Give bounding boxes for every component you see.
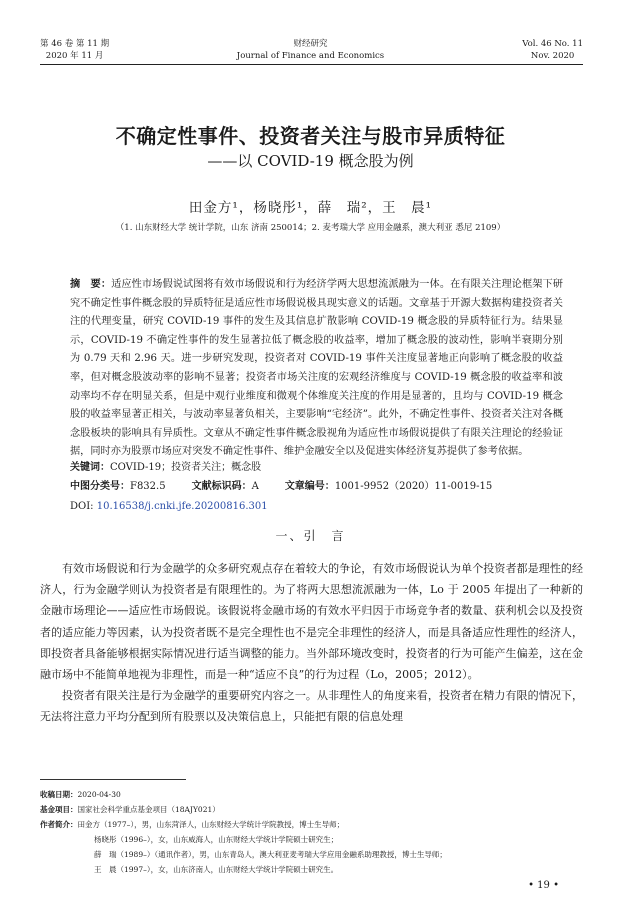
volume-issue-line: 第 46 卷 第 11 期 (40, 39, 110, 49)
received-date (40, 787, 583, 802)
abstract-text: 适应性市场假说试图将有效市场假说和行为经济学两大思想流派融为一体。在有限关注理论框架下研究不确定性事件概念股的异质特征是适应性市场假说极具现实意义的话题。文章基于开源大数据构建投资者关注的代理变量，研究 COVID-19 事件的发生及其信息扩散影响 COVID-19 概念股的异质特征行为。结果显示，COVID-19 不确定性事件的发生显著拉低了概念股的收益率，增加了概念股的波动性，影响半衰期分别为 0.79 天和 2.96 天。进一步研究发现，投资者对 COVID-19 事件关注度显著地正向影响了概念股的收益率，但对概念股波动率的影响不显著；投资者市场关注度的宏观经济维度与 COVID-19 概念股的收益率和波动率均不存在明显关系，但是中观行业维度和微观个体维度关注度的作用是显著的，且均与 COVID-19 概念股的收益率显著正相关，与波动率显著负相关，主要影响“宅经济”。此外，不确定性事件、投资者关注对各概念股板块的影响具有异质性。文章从不确定性事件概念股视角为适应性市场假说提供了有限关注理论的经验证据，同时亦为股票市场应对突发不确定性事件、维护金融安全以及促进实体经济复苏提供了参考依据。 (70, 279, 563, 458)
doc-code-label: 文献标识码： (191, 481, 252, 492)
doi-link[interactable]: 10.16538/j.cnki.jfe.20200816.301 (96, 501, 268, 512)
keywords (70, 459, 563, 477)
author-bio-line: 薛 瑞（1989–）（通讯作者），男，山东青岛人，澳大利亚麦考瑞大学应用金融系助理教授，博士生导师； (94, 850, 447, 859)
author-bio (40, 817, 583, 832)
author-list: 田金方¹，杨晓彤¹，薛 瑞²，王 晨¹ (188, 200, 433, 216)
journal-volume-en (522, 38, 583, 62)
received-value: 2020-04-30 (77, 790, 121, 799)
keywords-text: COVID-19；投资者关注；概念股 (110, 462, 262, 473)
classification-line (70, 478, 492, 496)
article-number-value: 1001-9952（2020）11-0019-15 (334, 481, 493, 492)
paper-subtitle: ——以 COVID-19 概念股为例 (207, 152, 414, 170)
doi-label: DOI: (70, 501, 97, 512)
fund-info (40, 802, 583, 817)
abstract (70, 276, 563, 462)
author-bio-line: 田金方（1977–），男，山东菏泽人，山东财经大学统计学院教授，博士生导师； (77, 820, 345, 829)
author-bio-line: 王 晨（1997–），女，山东济南人，山东财经大学统计学院硕士研究生。 (94, 865, 339, 874)
received-label: 收稿日期： (40, 790, 78, 799)
clc-label: 中图分类号： (70, 481, 130, 492)
date-en-line: Nov. 2020 (530, 51, 575, 61)
footnote (40, 787, 583, 877)
author-bio-label: 作者简介： (40, 820, 78, 829)
fund-value: 国家社会科学重点基金项目（18AJY021） (77, 805, 220, 814)
doc-code-value: A (251, 481, 259, 492)
journal-name-cn: 财经研究 (293, 39, 328, 49)
author-bio-line: 杨晓彤（1996–），女，山东威海人，山东财经大学统计学院硕士研究生； (94, 835, 339, 844)
footnote-rule (40, 779, 186, 780)
abstract-label: 摘 要： (70, 279, 112, 290)
year-month-line: 2020 年 11 月 (45, 51, 104, 61)
paper-title: 不确定性事件、投资者关注与股市异质特征 (115, 124, 506, 148)
section-heading: 一、引 言 (275, 529, 346, 543)
journal-name-en: Journal of Finance and Economics (236, 51, 385, 61)
fund-label: 基金项目： (40, 805, 78, 814)
affiliations: （1. 山东财经大学 统计学院，山东 济南 250014；2. 麦考瑞大学 应用金融系，澳大利亚 悉尼 2109） (115, 223, 506, 233)
clc-value: F832.5 (130, 481, 166, 492)
body-paragraph: 投资者有限关注是行为金融学的重要研究内容之一。从非理性人的角度来看，投资者在精力有限的情况下，无法将注意力平均分配到所有股票以及决策信息上，只能把有限的信息处理 (40, 689, 583, 724)
volume-en-line: Vol. 46 No. 11 (522, 39, 583, 49)
body-paragraph: 有效市场假说和行为金融学的众多研究观点存在着较大的争论，有效市场假说认为单个投资者都是理性的经济人，行为金融学则认为投资者是有限理性的。为了将两大思想流派融为一体，Lo 于 2005 年提出了一种新的金融市场理论——适应性市场假说。该假说将金融市场的有效水平归因于市场竞争者的数量、获利机会以及投资者的适应能力等因素，认为投资者既不是完全理性也不是完全非理性的经济人，而是具备适应性理性的经济人，即投资者具备能够根据实际情况进行适当调整的能力。当外部环境改变时，投资者的行为可能产生偏差，这在金融市场中不能简单地视为非理性，而是一种“适应不良”的行为过程（Lo，2005；2012）。 (40, 562, 583, 682)
article-number-label: 文章编号： (284, 481, 335, 492)
doi-line (70, 498, 268, 516)
body-text (40, 558, 583, 728)
page-number: • 19 • (528, 880, 559, 891)
header-rule (40, 64, 583, 65)
keywords-label: 关键词： (70, 462, 110, 473)
